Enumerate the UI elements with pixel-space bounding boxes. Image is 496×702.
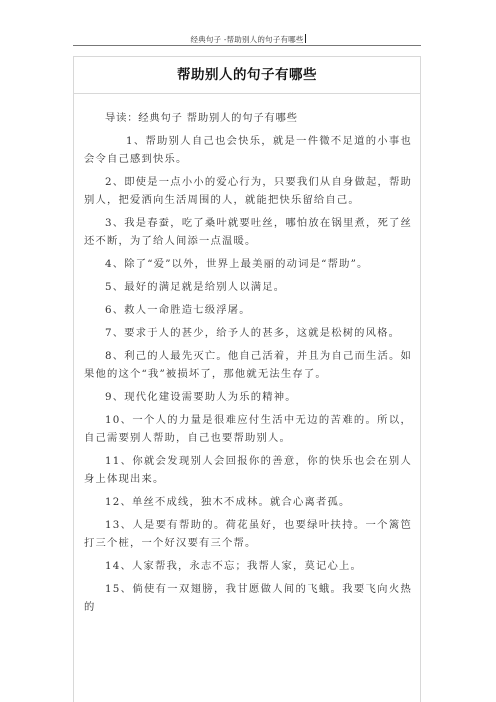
quote-item-1: 1、帮助别人自己也会快乐，就是一件微不足道的小事也会令自己感到快乐。 xyxy=(84,135,412,165)
quote-item-10: 10、一个人的力量是很难应付生活中无边的苦难的。所以，自己需要别人帮助，自己也要帮助别人。 xyxy=(84,414,412,444)
quote-item-3: 3、我是春蚕，吃了桑叶就要吐丝，哪怕放在锅里煮，死了丝还不断，为了给人间添一点温暖。 xyxy=(84,217,412,247)
quote-item-15: 15、倘使有一双翅膀，我甘愿做人间的飞蛾。我要飞向火热的 xyxy=(84,583,412,613)
running-header xyxy=(0,34,496,45)
content-frame xyxy=(73,56,421,702)
quote-item-14: 14、人家帮我，永志不忘；我帮人家，莫记心上。 xyxy=(105,560,362,572)
quote-item-12: 12、单丝不成线，独木不成林。就合心离者孤。 xyxy=(105,496,351,508)
quote-item-7: 7、要求于人的甚少，给予人的甚多，这就是松树的风格。 xyxy=(105,327,401,339)
quote-item-11: 11、你就会发现别人会回报你的善意，你的快乐也会在别人身上体现出来。 xyxy=(84,455,412,485)
quote-item-4: 4、除了“爱”以外，世界上最美丽的动词是“帮助”。 xyxy=(105,258,369,270)
quote-item-13: 13、人是要有帮助的。荷花虽好，也要绿叶扶持。一个篱笆打三个桩，一个好汉要有三个帮。 xyxy=(84,519,412,549)
quote-item-6: 6、救人一命胜造七级浮屠。 xyxy=(105,304,251,316)
running-header-text: 经典句子 -帮助别人的句子有哪些 xyxy=(190,35,304,44)
quote-item-2: 2、即使是一点小小的爱心行为，只要我们从自身做起，帮助别人，把爱洒向生活周围的人，就能把快乐留给自己。 xyxy=(84,176,412,206)
header-rule xyxy=(73,45,421,46)
quote-item-9: 9、现代化建设需要助人为乐的精神。 xyxy=(105,391,297,403)
document-body xyxy=(84,109,412,621)
quote-item-8: 8、利己的人最先灭亡。他自己活着，并且为自己而生活。如果他的这个“我”被损坏了，那他就无法生存了。 xyxy=(84,350,412,380)
lead-paragraph: 导读：经典句子 帮助别人的句子有哪些 xyxy=(105,112,298,124)
quote-item-5: 5、最好的满足就是给别人以满足。 xyxy=(105,281,286,293)
document-title: 帮助别人的句子有哪些 xyxy=(74,57,420,94)
text-cursor xyxy=(305,34,306,43)
